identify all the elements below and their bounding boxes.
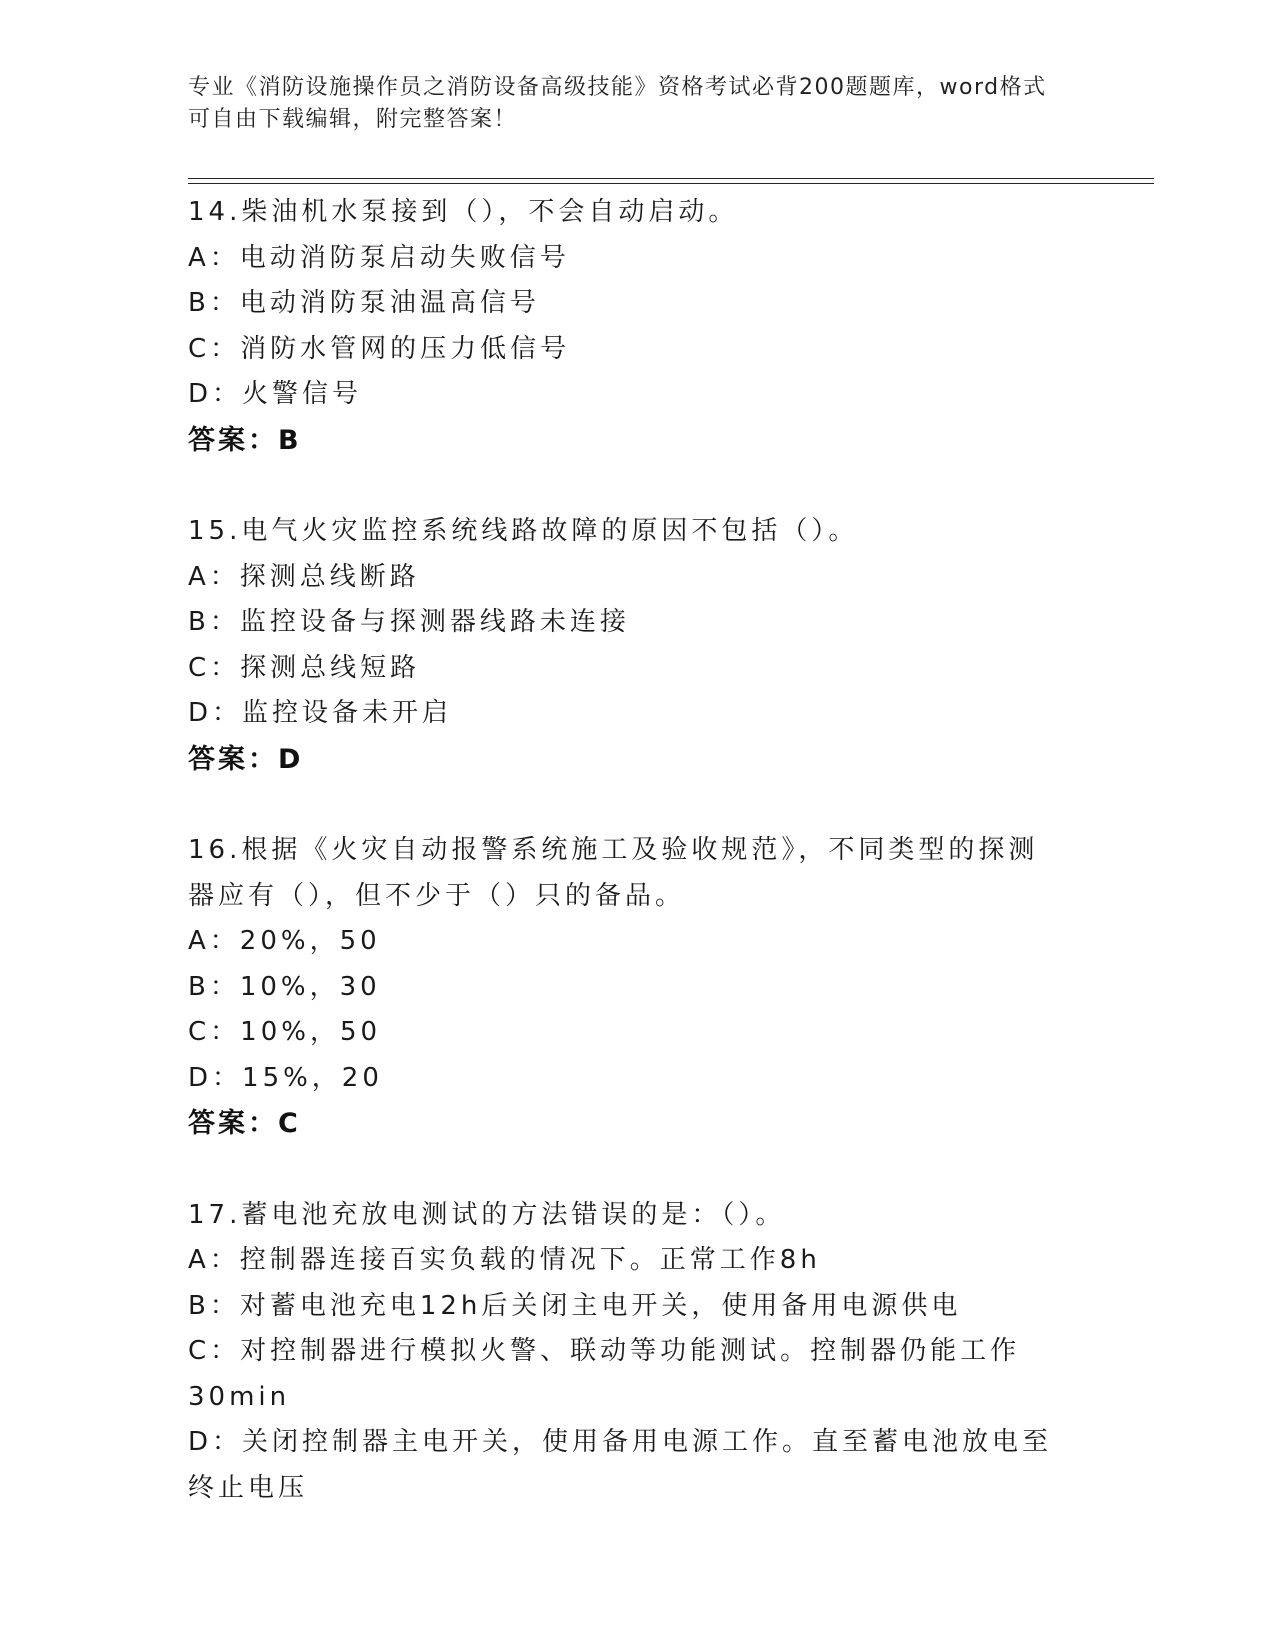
- option-d: D：15%，20: [188, 1062, 383, 1093]
- option-c: C：10%，50: [188, 1017, 382, 1047]
- option-a: A：20%，50: [188, 926, 381, 956]
- option-b: B：10%，30: [188, 971, 381, 1002]
- answer-label: 答案：C: [188, 1108, 301, 1139]
- option-b: B：监控设备与探测器线路未连接: [188, 607, 630, 637]
- question-14: [188, 190, 1088, 463]
- question-stem: 17.蓄电池充放电测试的方法错误的是：（）。: [188, 1199, 786, 1230]
- option-b: B：对蓄电池充电12h后关闭主电开关，使用备用电源供电: [188, 1290, 962, 1321]
- option-a: A：控制器连接百实负载的情况下。正常工作8h: [188, 1245, 821, 1275]
- answer-label: 答案：B: [188, 424, 302, 456]
- option-c: C：对控制器进行模拟火警、联动等功能测试。控制器仍能工作30min: [188, 1336, 1021, 1412]
- option-b: B：电动消防泵油温高信号: [188, 288, 540, 318]
- question-16: [188, 828, 1088, 1147]
- question-stem: 15.电气火灾监控系统线路故障的原因不包括（）。: [188, 516, 859, 546]
- option-a: A：电动消防泵启动失败信号: [188, 242, 570, 273]
- question-15: [188, 509, 1088, 782]
- option-c: C：消防水管网的压力低信号: [188, 333, 571, 364]
- document-header: [188, 72, 1068, 136]
- option-d: D：火警信号: [188, 379, 363, 409]
- header-text: 专业《消防设施操作员之消防设备高级技能》资格考试必背200题题库，word格式可自由下载编辑，附完整答案！: [188, 75, 1047, 132]
- header-divider-top: [188, 178, 1154, 179]
- option-c: C：探测总线短路: [188, 652, 421, 683]
- question-stem: 16.根据《火灾自动报警系统施工及验收规范》，不同类型的探测器应有（），但不少于（）只的备品。: [188, 835, 1039, 911]
- question-17: [188, 1193, 1088, 1512]
- answer-label: 答案：D: [188, 743, 304, 775]
- option-a: A：探测总线断路: [188, 561, 420, 592]
- option-d: D：监控设备未开启: [188, 698, 453, 728]
- question-stem: 14.柴油机水泵接到（），不会自动启动。: [188, 197, 739, 227]
- header-divider-bottom: [188, 183, 1154, 184]
- question-list: [188, 190, 1088, 1557]
- option-d: D：关闭控制器主电开关，使用备用电源工作。直至蓄电池放电至终止电压: [188, 1427, 1053, 1503]
